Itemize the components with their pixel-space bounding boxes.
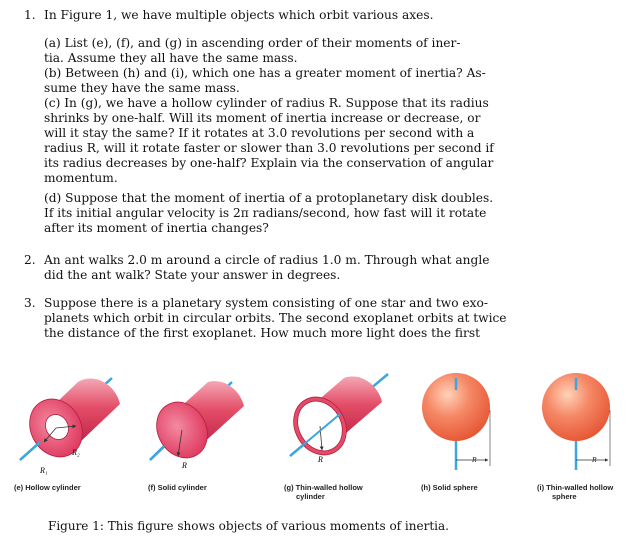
label-f: (f) Solid cylinder bbox=[148, 483, 207, 492]
q1b-line-2: sume they have the same mass. bbox=[44, 81, 240, 95]
label-e: (e) Hollow cylinder bbox=[14, 483, 81, 492]
q1c-line-5: its radius decreases by one-half? Explain via the conservation of angular bbox=[44, 156, 494, 170]
q1c-line-1: (c) In (g), we have a hollow cylinder of radius R. Suppose that its radius bbox=[44, 96, 489, 110]
hollow-sphere-i-illustration bbox=[542, 373, 610, 470]
q1d-line-3: after its moment of inertia changes? bbox=[44, 221, 269, 235]
q1c-line-6: momentum. bbox=[44, 171, 118, 185]
solid-sphere-h-illustration bbox=[422, 373, 490, 470]
q3-line-1: Suppose there is a planetary system consisting of one star and two exo- bbox=[44, 296, 488, 310]
q1c-line-4: radius R, will it rotate faster or slower than 3.0 revolutions per second if bbox=[44, 141, 494, 155]
q2-line-1: An ant walks 2.0 m around a circle of radius 1.0 m. Through what angle bbox=[44, 253, 490, 267]
q1d-line-2: If its initial angular velocity is 2π radians/second, how fast will it rotate bbox=[44, 206, 487, 220]
q1b-line-1: (b) Between (h) and (i), which one has a greater moment of inertia? As- bbox=[44, 66, 486, 80]
q3-line-3: the distance of the first exoplanet. How much more light does the first bbox=[44, 326, 481, 340]
q1c-line-2: shrinks by one-half. Will its moment of inertia increase or decrease, or bbox=[44, 111, 481, 125]
dim-r-g: R bbox=[318, 455, 323, 464]
dim-r-f: R bbox=[182, 461, 187, 470]
q3-line-2: planets which orbit in circular orbits. The second exoplanet orbits at twice bbox=[44, 311, 507, 325]
solid-cylinder-f-illustration bbox=[147, 381, 244, 467]
hollow-cylinder-e-illustration bbox=[19, 378, 120, 466]
q1d-line-1: (d) Suppose that the moment of inertia of a protoplanetary disk doubles. bbox=[44, 191, 494, 205]
label-g-line-1: (g) Thin-walled hollow bbox=[284, 483, 363, 492]
q1c-line-3: will it stay the same? If it rotates at 3.0 revolutions per second with a bbox=[44, 126, 475, 140]
dim-r1: R₁ bbox=[40, 466, 48, 475]
dim-r-h: R bbox=[472, 455, 477, 464]
figure-caption: Figure 1: This figure shows objects of various moments of inertia. bbox=[48, 519, 449, 533]
label-i-line-2: sphere bbox=[552, 492, 577, 501]
q1-intro: In Figure 1, we have multiple objects which orbit various axes. bbox=[44, 8, 434, 22]
q2-number: 2. bbox=[24, 253, 36, 267]
q1a-line-1: (a) List (e), (f), and (g) in ascending order of their moments of iner- bbox=[44, 36, 461, 50]
label-g-line-2: cylinder bbox=[296, 492, 325, 501]
q3-number: 3. bbox=[24, 296, 36, 310]
label-i-line-1: (i) Thin-walled hollow bbox=[537, 483, 614, 492]
dim-r2: R₂ bbox=[72, 448, 80, 457]
q2-line-2: did the ant walk? State your answer in degrees. bbox=[44, 268, 341, 282]
q1a-line-2: tia. Assume they all have the same mass. bbox=[44, 51, 298, 65]
thin-hollow-cylinder-g-illustration bbox=[283, 374, 388, 464]
q1-number: 1. bbox=[24, 8, 36, 22]
dim-r-i: R bbox=[592, 455, 597, 464]
label-h: (h) Solid sphere bbox=[421, 483, 478, 492]
